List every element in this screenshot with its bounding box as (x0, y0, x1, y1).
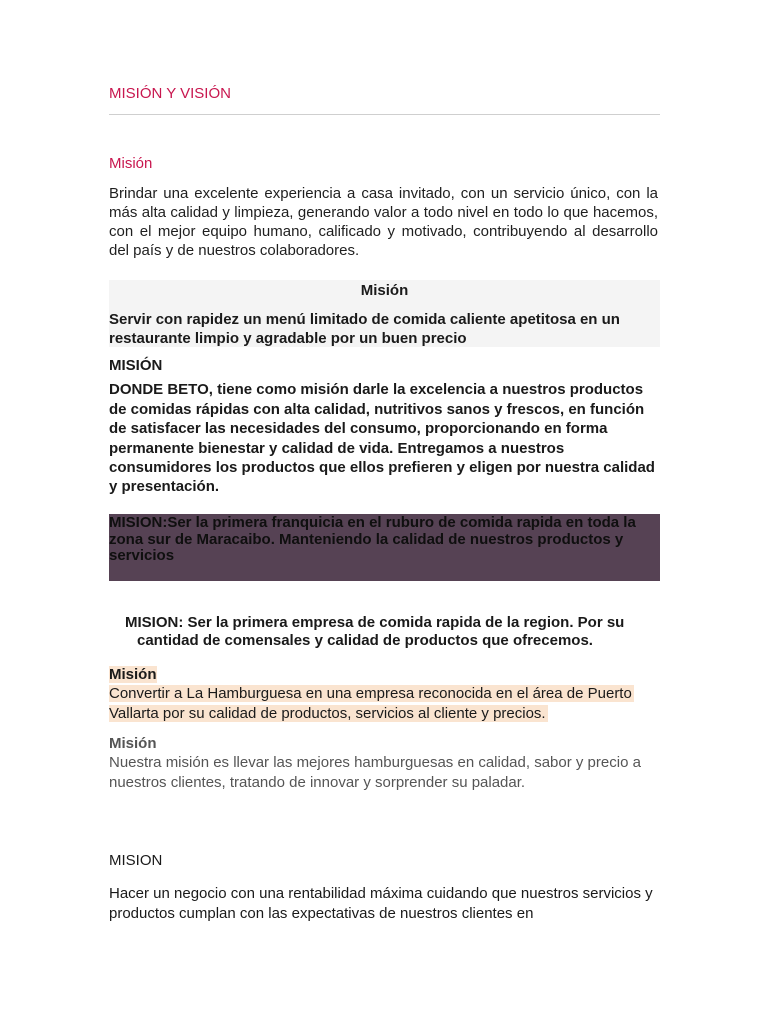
title-divider (109, 114, 660, 115)
section-7-heading: Misión (109, 735, 157, 752)
section-7-text: Nuestra misión es llevar las mejores hamburguesas en calidad, sabor y precio a nuestros clientes, tratando de innovar y sorprender su paladar. (109, 754, 641, 791)
section-6-heading: Misión (109, 666, 157, 683)
section-3-heading: MISIÓN (109, 357, 163, 374)
section-2-box (109, 280, 660, 347)
section-5-line-2: cantidad de comensales y calidad de productos que ofrecemos. (137, 632, 593, 649)
section-3-text: DONDE BETO, tiene como misión darle la excelencia a nuestros productos de comidas rápidas con alta calidad, nutritivos sanos y frescos, en función de satisfacer las necesidades del consumo, proporcionando en forma permanente bienestar y calidad de vida. Entregamos a nuestros consumidores los productos que ellos prefieren y eligen por nuestra calidad y presentación. (109, 381, 655, 496)
section-6-text (109, 684, 660, 723)
section-3 (109, 356, 660, 497)
section-4-text: MISION:Ser la primera franquicia en el ruburo de comida rapida en toda la zona sur de Maracaibo. Manteniendo la calidad de nuestros productos y servicios (109, 514, 636, 564)
section-1-text: Brindar una excelente experiencia a casa invitado, con un servicio único, con la más alta calidad y limpieza, generando valor a todo nivel en todo lo que hacemos, con el mejor equipo humano, calificado y motivado, contribuyendo al desarrollo del país y de nuestros colaboradores. (109, 185, 658, 259)
section-6-line-2: Vallarta por su calidad de productos, servicios al cliente y precios. (109, 704, 546, 722)
section-4-box (109, 514, 660, 581)
section-8-text: Hacer un negocio con una rentabilidad máxima cuidando que nuestros servicios y productos cumplan con las expectativas de nuestros clientes en (109, 885, 653, 922)
section-2-text: Servir con rapidez un menú limitado de comida caliente apetitosa en un restaurante limpio y agradable por un buen precio (109, 311, 620, 347)
section-6-heading-wrap (109, 665, 157, 684)
section-5-line-1: MISION: Ser la primera empresa de comida rapida de la region. Por su (125, 614, 625, 631)
section-6-line-1: Convertir a La Hamburguesa en una empresa reconocida en el área de Puerto (109, 685, 632, 702)
page-title: MISIÓN Y VISIÓN (109, 85, 231, 102)
section-2-heading: Misión (360, 282, 409, 299)
section-5 (125, 614, 655, 650)
section-8-heading: MISION (109, 852, 163, 869)
section-1-heading: Misión (109, 155, 153, 172)
